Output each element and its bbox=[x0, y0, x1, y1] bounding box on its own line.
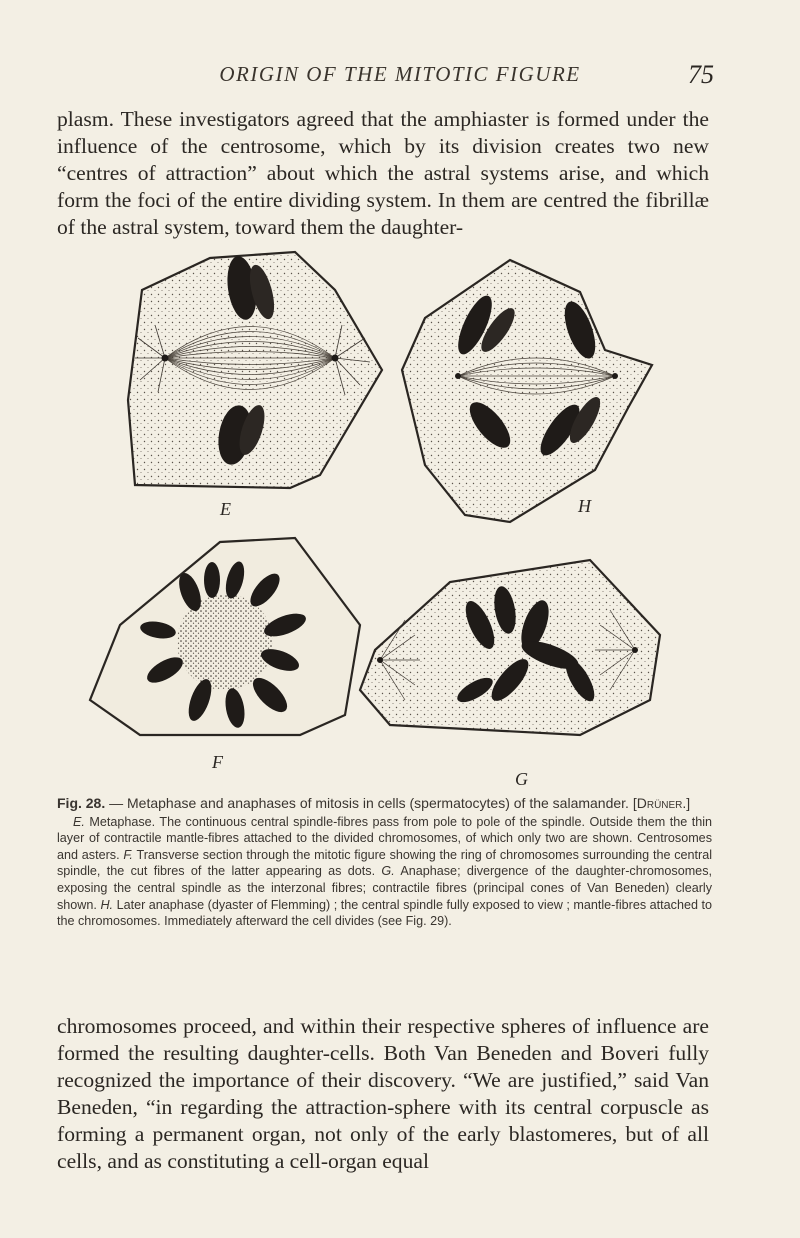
caption-h-text: Later anaphase (dyaster of Flemming) ; the central spindle fully exposed to view ; mantle-fibres attached to the chromosomes. Immediately afterward the cell divides (see Fig. 29). bbox=[57, 897, 713, 929]
figure-caption bbox=[57, 795, 712, 930]
top-paragraph: plasm. These investigators agreed that the amphiaster is formed under the influence of the centrosome, which by its division creates two new “centres of attraction” about which the astral systems arise, and which form the foci of the entire dividing system. In them are centred the fibrillæ of the astral system, toward them the daughter- bbox=[57, 107, 709, 239]
figure-28 bbox=[80, 230, 720, 790]
caption-e-label: E. bbox=[73, 814, 85, 829]
panel-label-e: E bbox=[220, 499, 231, 519]
caption-e-text: Metaphase. The continuous central spindle-fibres pass from pole to pole of the spindle. Outside them the thin layer of contractile mantle-fibres attached to the divided chromosomes, of which only two are shown. Centrosomes and asters. bbox=[57, 814, 713, 862]
caption-lead: — Metaphase and anaphases of mitosis in cells (spermatocytes) of the salamander. [ bbox=[109, 795, 637, 811]
caption-f-text: Transverse section through the mitotic figure showing the ring of chromosomes surrounding the central spindle, the cut fibres of the latter appearing as dots. bbox=[57, 847, 713, 879]
panel-g-anaphase bbox=[360, 560, 660, 789]
caption-lead-end: .] bbox=[682, 795, 691, 811]
panel-h-later-anaphase bbox=[402, 260, 652, 522]
bottom-paragraph: chromosomes proceed, and within their respective spheres of influence are formed the resulting daughter-cells. Both Van Beneden and Boveri fully recognized the importance of their discovery. “We are justified,” said Van Beneden, “in regarding the attraction-sphere with its central corpuscle as forming a permanent organ, not only of the early blastomeres, but of all cells, and as constituting a cell-organ equal bbox=[57, 1014, 709, 1173]
panel-label-g: G bbox=[515, 769, 528, 789]
panel-label-f: F bbox=[212, 752, 223, 772]
caption-h-label: H. bbox=[100, 897, 114, 912]
caption-body bbox=[57, 814, 712, 930]
caption-g-label: G. bbox=[381, 864, 395, 879]
caption-g-text: Anaphase; divergence of the daughter-chromosomes, exposing the central spindle as the interzonal fibres; contractile fibres (principal cones of Van Beneden) clearly shown. bbox=[57, 864, 712, 912]
running-head: ORIGIN OF THE MITOTIC FIGURE bbox=[219, 62, 581, 86]
panel-f-transverse-section bbox=[90, 538, 360, 772]
caption-author: Drüner bbox=[636, 795, 683, 811]
page-number: 75 bbox=[688, 60, 714, 89]
panel-e-metaphase bbox=[128, 252, 382, 519]
panel-label-h: H bbox=[578, 496, 591, 516]
caption-fig-label: Fig. 28. bbox=[57, 795, 106, 811]
caption-f-label: F. bbox=[123, 847, 133, 862]
